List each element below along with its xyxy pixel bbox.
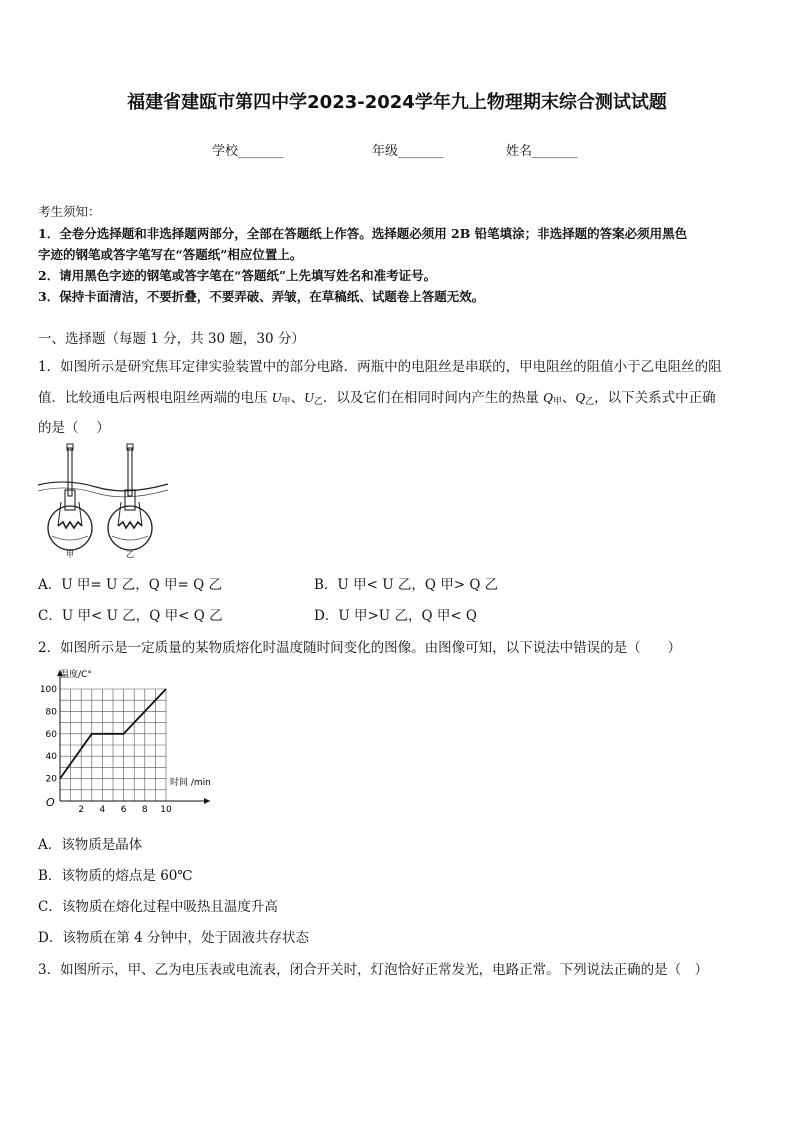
q2-option-b[interactable]: B．该物质的熔点是 60℃ xyxy=(38,868,193,884)
q1-line2: 值．比较通电后两根电阻丝两端的电压 $U_甲$、$U_乙$．以及它们在相同时间内产生的热量 $Q_甲$、$Q_乙$，以下关系式中正确 xyxy=(38,390,716,407)
q3-stem: 3．如图所示，甲、乙为电压表或电流表，闭合开关时，灯泡恰好正常发光，电路正常。下列说法正确的是（ ） xyxy=(38,962,709,978)
y-tick-label: 60 xyxy=(45,729,57,740)
q2-option-a[interactable]: A．该物质是晶体 xyxy=(38,837,143,853)
q1-option-b[interactable]: B．U 甲< U 乙，Q 甲> Q 乙 xyxy=(314,577,499,593)
grade-field: 年级_______ xyxy=(372,144,444,159)
x-tick-label: 10 xyxy=(160,805,172,812)
q1-option-d[interactable]: D．U 甲>U 乙，Q 甲< Q xyxy=(314,608,478,624)
melting-chart xyxy=(38,664,218,812)
y-tick-label: 20 xyxy=(45,774,57,785)
q2-option-c[interactable]: C．该物质在熔化过程中吸热且温度升高 xyxy=(38,899,278,915)
chart-x-ticks xyxy=(78,805,172,812)
section-heading: 一、选择题（每题 1 分，共 30 题，30 分） xyxy=(38,331,305,347)
q2-option-d[interactable]: D．该物质在第 4 分钟中，处于固液共存状态 xyxy=(38,930,309,946)
notice-item-1: 1．全卷分选择题和非选择题两部分，全部在答题纸上作答。选择题必须用 2B 铅笔填涂；非选择题的答案必须用黑色 xyxy=(38,226,688,241)
chart-y-ticks xyxy=(40,685,57,785)
name-field: 姓名_______ xyxy=(506,144,578,159)
q1-option-c[interactable]: C．U 甲< U 乙，Q 甲< Q 乙 xyxy=(38,608,223,624)
notice-item-2: 2．请用黑色字迹的钢笔或答字笔在“答题纸”上先填写姓名和准考证号。 xyxy=(38,268,437,283)
chart-y-axis-label: 温度/C° xyxy=(60,670,92,680)
x-tick-label: 4 xyxy=(99,805,106,812)
joule-bottles-figure xyxy=(36,440,170,560)
notice-heading: 考生须知： xyxy=(38,204,101,219)
q2-stem: 2．如图所示是一定质量的某物质熔化时温度随时间变化的图像。由图像可知，以下说法中错误的是（ ） xyxy=(38,640,682,656)
x-tick-label: 8 xyxy=(141,805,148,812)
bottle-label-right: 乙 xyxy=(126,550,134,559)
y-tick-label: 80 xyxy=(45,707,57,718)
q1-line1: 1．如图所示是研究焦耳定律实验装置中的部分电路．两瓶中的电阻丝是串联的，甲电阻丝的阻值小于乙电阻丝的阻 xyxy=(38,359,722,375)
notice-item-1-cont: 字迹的钢笔或答字笔写在“答题纸”相应位置上。 xyxy=(38,247,303,262)
bottle-left xyxy=(48,444,92,550)
school-field: 学校_______ xyxy=(212,144,284,159)
notice-item-3: 3．保持卡面清洁，不要折叠，不要弄破、弄皱，在草稿纸、试题卷上答题无效。 xyxy=(38,289,485,304)
page-title: 福建省建瓯市第四中学2023-2024学年九上物理期末综合测试试题 xyxy=(127,92,667,113)
chart-x-axis-label: 时间 /min xyxy=(170,778,211,788)
x-axis-arrow xyxy=(204,798,210,804)
y-tick-label: 100 xyxy=(39,685,57,695)
chart-origin-label: O xyxy=(46,796,55,809)
x-tick-label: 2 xyxy=(78,805,85,812)
x-tick-label: 6 xyxy=(120,805,127,812)
q1-line3: 的是（ ） xyxy=(38,420,110,436)
bottle-label-left: 甲 xyxy=(66,550,74,559)
q1-option-a[interactable]: A．U 甲= U 乙，Q 甲= Q 乙 xyxy=(38,577,223,593)
y-tick-label: 40 xyxy=(45,752,57,763)
